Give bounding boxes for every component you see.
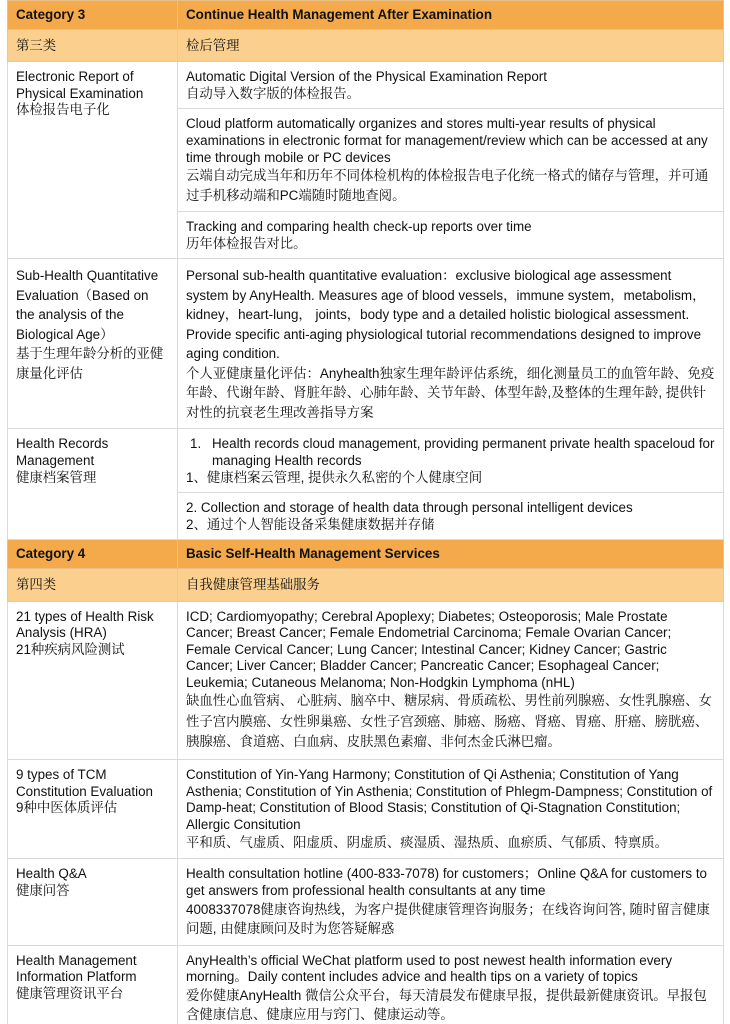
row-name-cell: [8, 759, 178, 858]
item-number: 1.: [190, 436, 202, 452]
electronic-report-item-zh: 历年体检报告对比。: [186, 235, 307, 251]
row-name-cell: [8, 259, 178, 429]
health-records-item-zh: 1、健康档案云管理, 提供永久私密的个人健康空间: [186, 469, 483, 485]
electronic-report-item-zh: 自动导入数字版的体检报告。: [186, 85, 361, 101]
health-records-item-zh: 2、通过个人智能设备采集健康数据并存储: [186, 516, 435, 532]
info-platform-name-zh: 健康管理资讯平台: [16, 985, 124, 1001]
health-records-item-en: 2. Collection and storage of health data through personal intelligent devices: [186, 500, 633, 516]
tcm-name: 9 types of TCM Constitution Evaluation: [16, 766, 153, 799]
electronic-report-name-zh: 体检报告电子化: [16, 102, 110, 118]
row-name-cell: [8, 62, 178, 259]
electronic-report-item-en: Cloud platform automatically organizes and stores multi-year results of physical examinations in electronic format for management/review which can be accessed at any time through mobile or PC devices: [186, 116, 708, 165]
category3-title: Continue Health Management After Examination: [178, 1, 724, 30]
info-platform-zh: 爱你健康AnyHealth 微信公众平台，每天清晨发布健康早报，提供最新健康资讯。早报包含健康信息、健康应用与窍门、健康运动等。: [186, 987, 707, 1023]
table-row: [8, 601, 724, 759]
sub-health-en: Personal sub-health quantitative evaluation：exclusive biological age assessment system by AnyHealth. Measures age of blood vessels，immune system，metabolism，kidney，heart-lung， joints，body type and a detailed holistic biological assessment. Provide specific anti-aging physiological tutorial recommendations designed to improve aging condition.: [186, 268, 706, 362]
health-records-name-zh: 健康档案管理: [16, 469, 97, 485]
table-row: [8, 62, 724, 109]
table-row: [8, 259, 724, 429]
category4-header-row: [8, 540, 724, 569]
row-detail-cell: [178, 62, 724, 109]
qa-en: Health consultation hotline (400-833-7078) for customers；Online Q&A for customers to get answers from professional health consultants at any time: [186, 866, 708, 898]
qa-zh: 4008337078健康咨询热线，为客户提供健康管理咨询服务；在线咨询问答, 随时留言健康问题, 由健康顾问及时为您答疑解惑: [186, 901, 710, 937]
row-detail-cell: [178, 945, 724, 1024]
category3-header-row: [8, 1, 724, 30]
health-records-item-en: 1. Health records cloud management, providing permanent private health spaceloud for managing Health records: [190, 436, 715, 468]
tcm-name-zh: 9种中医体质评估: [16, 800, 118, 816]
hra-name: 21 types of Health Risk Analysis (HRA): [16, 608, 154, 641]
row-detail-cell: [178, 212, 724, 259]
category3-subheader-row: [8, 29, 724, 62]
info-platform-name: Health Management Information Platform: [16, 952, 137, 985]
category3-title-zh: 检后管理: [178, 29, 724, 62]
row-detail-cell: [178, 493, 724, 540]
electronic-report-item-en: Tracking and comparing health check-up reports over time: [186, 219, 532, 235]
table-row: [8, 945, 724, 1024]
table-row: [8, 859, 724, 945]
row-name-cell: [8, 429, 178, 540]
table-row: [8, 429, 724, 493]
category4-title: Basic Self-Health Management Services: [178, 540, 724, 569]
row-name-cell: [8, 945, 178, 1024]
sub-health-name-zh: 基于生理年龄分析的亚健康量化评估: [16, 346, 164, 381]
sub-health-name: Sub-Health Quantitative Evaluation（Based on the analysis of the Biological Age）: [16, 268, 159, 342]
hra-name-zh: 21种疾病风险测试: [16, 641, 125, 657]
hra-en: ICD; Cardiomyopathy; Cerebral Apoplexy; Diabetes; Osteoporosis; Male Prostate Cancer; Breast Cancer; Female Endometrial Carcinoma; Female Ovarian Cancer; Female Cervical Cancer; Lung Cancer; Intestinal Cancer; Kidney Cancer; Gastric Cancer; Liver Cancer; Bladder Cancer; Pancreatic Cancer; Esophageal Cancer; Leukemia; Cutaneous Melanoma; Non-Hodgkin Lymphoma (nHL): [186, 608, 672, 690]
tcm-zh: 平和质、气虚质、阳虚质、阴虚质、痰湿质、湿热质、血瘀质、气郁质、特禀质。: [186, 835, 669, 851]
sub-health-zh: 个人亚健康量化评估：Anyhealth独家生理年龄评估系统，细化测量员工的血管年龄、免疫年龄、代谢年龄、肾脏年龄、心肺年龄、关节年龄、体型年龄,及整体的生理年龄, 提供针对性的抗衰老生理改善指导方案: [186, 365, 715, 420]
category4-subheader-row: [8, 568, 724, 601]
row-name-cell: [8, 601, 178, 759]
category3-label-zh: 第三类: [8, 29, 178, 62]
category3-label: Category 3: [8, 1, 178, 30]
row-detail-cell: [178, 109, 724, 212]
electronic-report-item-en: Automatic Digital Version of the Physical Examination Report: [186, 69, 547, 85]
info-platform-en: AnyHealth’s official WeChat platform used to post newest health information every morning。Daily content includes advice and health tips on a variety of topics: [186, 952, 673, 985]
tcm-en: Constitution of Yin-Yang Harmony; Constitution of Qi Asthenia; Constitution of Yang Asthenia; Constitution of Yin Asthenia; Constitution of Phlegm-Dampness; Constitution of Damp-heat; Constitution of Blood Stasis; Constitution of Qi-Stagnation Constitution; Allergic Consitution: [186, 766, 713, 832]
row-detail-cell: [178, 429, 724, 493]
category4-title-zh: 自我健康管理基础服务: [178, 568, 724, 601]
services-table: [7, 0, 724, 1024]
row-name-cell: [8, 859, 178, 945]
electronic-report-item-zh: 云端自动完成当年和历年不同体检机构的体检报告电子化统一格式的储存与管理，并可通过手机移动端和PC端随时随地查阅。: [186, 168, 709, 203]
category4-label-zh: 第四类: [8, 568, 178, 601]
table-row: [8, 759, 724, 858]
hra-zh: 缺血性心血管病、 心脏病、脑卒中、糖尿病、骨质疏松、男性前列腺癌、女性乳腺癌、女性子宫内膜癌、女性卵巢癌、女性子宫颈癌、肺癌、肠癌、肾癌、胃癌、肝癌、膀胱癌、胰腺癌、食道癌、白血病、皮肤黑色素瘤、非何杰金氏淋巴瘤。: [186, 693, 712, 750]
row-detail-cell: [178, 259, 724, 429]
category4-label: Category 4: [8, 540, 178, 569]
row-detail-cell: [178, 601, 724, 759]
row-detail-cell: [178, 759, 724, 858]
qa-name: Health Q&A: [16, 866, 87, 882]
qa-name-zh: 健康问答: [16, 882, 70, 898]
electronic-report-name: Electronic Report of Physical Examination: [16, 69, 144, 101]
health-records-name: Health Records Management: [16, 436, 109, 468]
row-detail-cell: [178, 859, 724, 945]
